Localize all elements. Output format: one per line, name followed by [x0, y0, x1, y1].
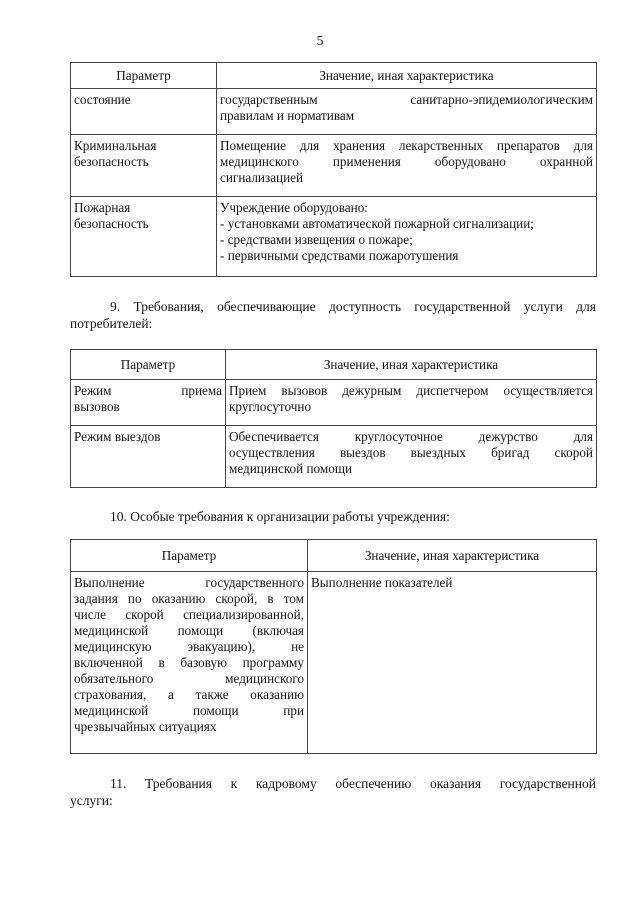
- value-line: - установками автоматической пожарной сигнализации;: [220, 216, 534, 231]
- value-line: круглосуточно: [229, 399, 312, 414]
- column-header-value: Значение, иная характеристика: [217, 63, 597, 89]
- value-line: государственным санитарно-эпидемиологическим: [220, 92, 593, 107]
- param-line: состояние: [74, 92, 131, 107]
- section-11-line: услуги:: [70, 793, 113, 808]
- accessibility-table: [70, 349, 597, 488]
- value-line: Выполнение показателей: [311, 575, 453, 590]
- conditions-table: [70, 62, 597, 277]
- param-line: Режим приема: [74, 383, 222, 398]
- param-line: Режим выездов: [74, 429, 161, 444]
- param-cell: [71, 197, 217, 277]
- param-line: медицинской помощи при: [74, 703, 304, 718]
- param-cell: [71, 426, 226, 488]
- param-cell: [71, 380, 226, 426]
- param-line: Криминальная: [74, 138, 157, 153]
- table-row: [71, 572, 597, 754]
- section-11-heading: [70, 775, 596, 809]
- param-line: числе скорой специализированной,: [74, 607, 304, 622]
- value-cell: [226, 426, 597, 488]
- param-line: включенной в базовую программу: [74, 655, 304, 670]
- param-cell: [71, 89, 217, 135]
- value-line: Прием вызовов дежурным диспетчером осуществляется: [229, 383, 593, 398]
- param-line: обязательного медицинского: [74, 671, 304, 686]
- param-line: безопасность: [74, 154, 149, 169]
- column-header-value: Значение, иная характеристика: [226, 350, 597, 380]
- value-line: Помещение для хранения лекарственных препаратов для: [220, 138, 593, 153]
- param-cell: [71, 572, 308, 754]
- param-line: чрезвычайных ситуациях: [74, 719, 217, 734]
- param-line: Выполнение государственного: [74, 575, 304, 590]
- page-number: 5: [316, 33, 324, 48]
- value-line: Обеспечивается круглосуточное дежурство для: [229, 429, 593, 444]
- param-line: медицинской помощи (включая: [74, 623, 304, 638]
- value-line: медицинского применения оборудовано охранной: [220, 154, 593, 169]
- section-9-heading: [70, 298, 596, 332]
- section-10-line: 10. Особые требования к организации работы учреждения:: [110, 509, 450, 524]
- value-cell: [217, 135, 597, 197]
- table-row: [71, 197, 597, 277]
- column-header-parameter: Параметр: [71, 540, 308, 572]
- param-line: страхования, а также оказанию: [74, 687, 304, 702]
- value-line: - первичными средствами пожаротушения: [220, 248, 459, 263]
- table-header-row: [71, 540, 597, 572]
- value-cell: [308, 572, 597, 754]
- table-row: [71, 426, 597, 488]
- table-row: [71, 89, 597, 135]
- table-row: [71, 380, 597, 426]
- column-header-value: Значение, иная характеристика: [308, 540, 597, 572]
- param-line: вызовов: [74, 399, 120, 414]
- column-header-parameter: Параметр: [71, 350, 226, 380]
- param-line: медицинскую эвакуацию), не: [74, 639, 304, 654]
- value-line: Учреждение оборудовано:: [220, 200, 368, 215]
- section-11-line: 11. Требования к кадровому обеспечению оказания государственной: [110, 776, 596, 791]
- param-line: задания по оказанию скорой, в том: [74, 591, 304, 606]
- table-header-row: [71, 350, 597, 380]
- param-line: безопасность: [74, 216, 149, 231]
- section-9-line: 9. Требования, обеспечивающие доступность государственной услуги для: [110, 299, 596, 314]
- value-line: сигнализацией: [220, 170, 304, 185]
- section-9-line: потребителей:: [70, 316, 153, 331]
- table-header-row: [71, 63, 597, 89]
- value-line: медицинской помощи: [229, 461, 353, 476]
- value-line: осуществления выездов выездных бригад скорой: [229, 445, 593, 460]
- section-10-heading: [70, 508, 596, 525]
- value-cell: [217, 89, 597, 135]
- column-header-parameter: Параметр: [71, 63, 217, 89]
- value-line: - средствами извещения о пожаре;: [220, 232, 413, 247]
- value-cell: [226, 380, 597, 426]
- param-line: Пожарная: [74, 200, 131, 215]
- special-requirements-table: [70, 539, 597, 754]
- table-row: [71, 135, 597, 197]
- value-line: правилам и нормативам: [220, 108, 355, 123]
- value-cell: [217, 197, 597, 277]
- param-cell: [71, 135, 217, 197]
